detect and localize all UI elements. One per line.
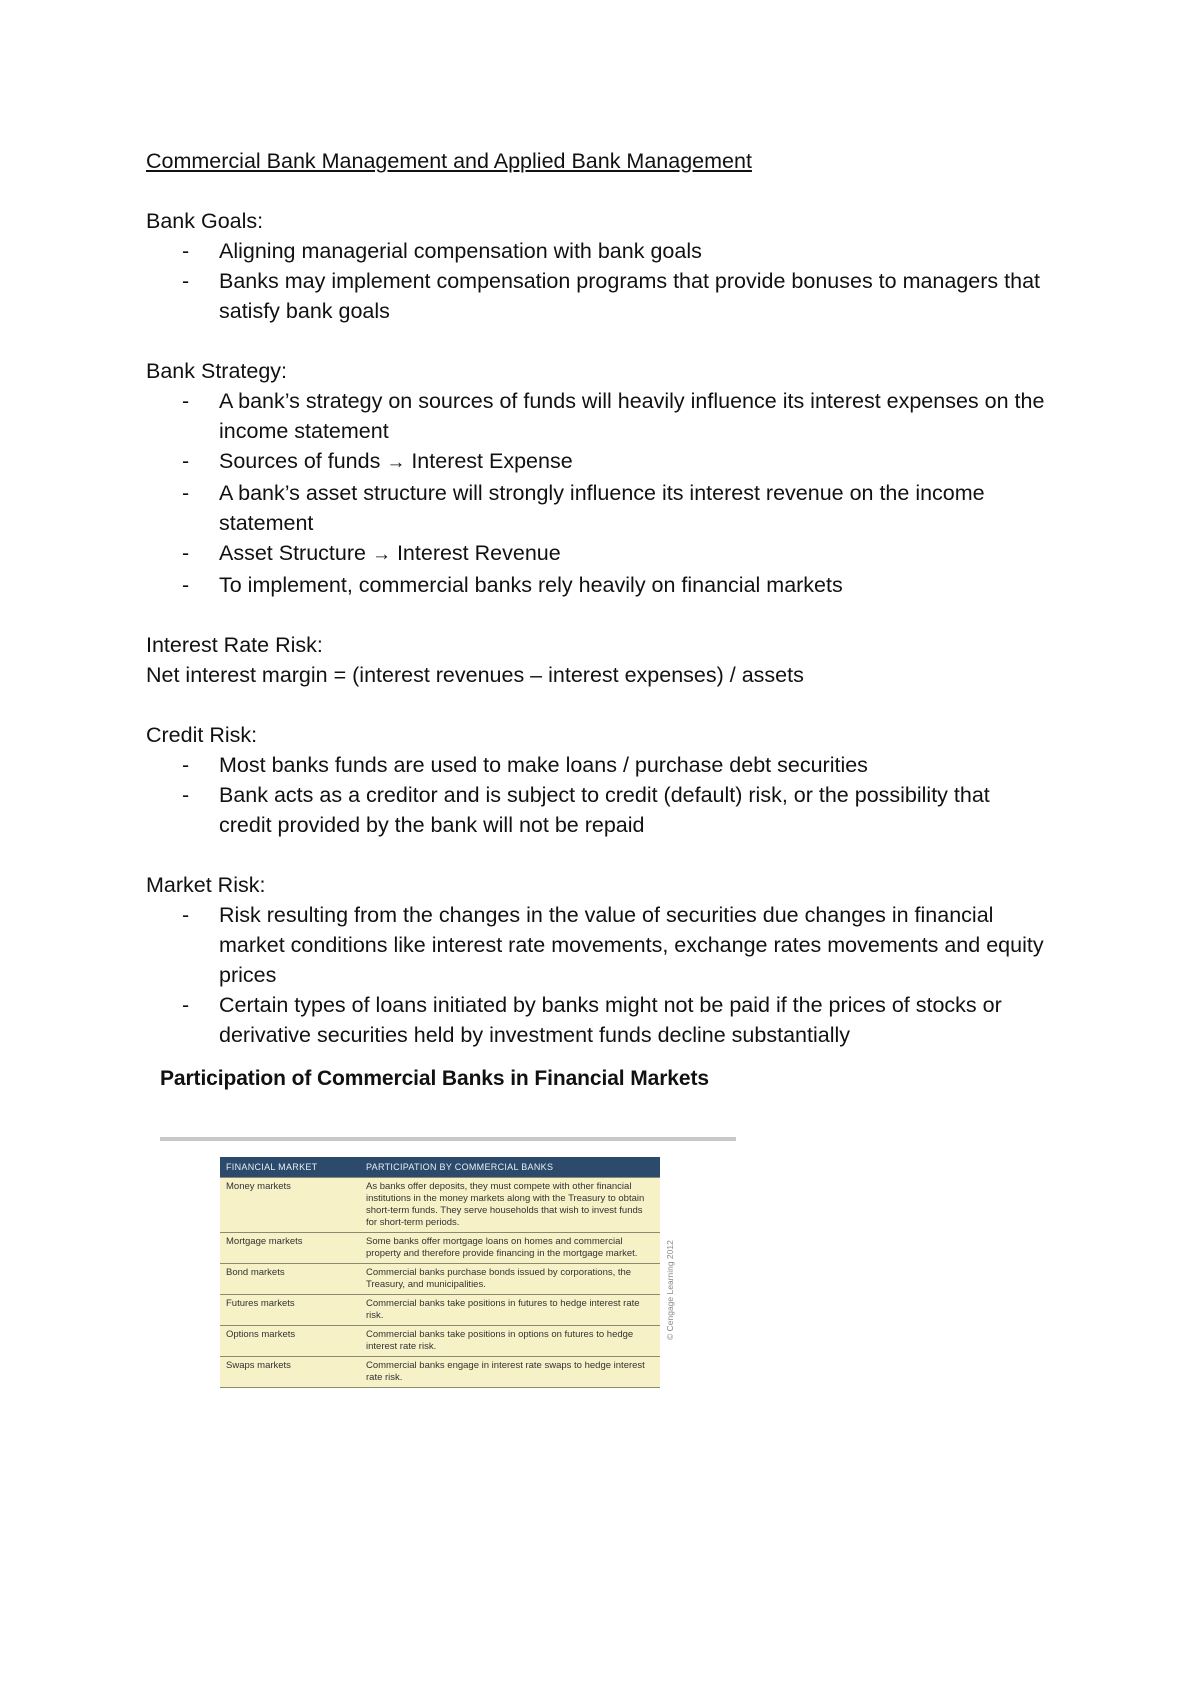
section-heading: Market Risk: [146, 873, 266, 897]
copyright-note [665, 1220, 693, 1340]
table-row [220, 1326, 660, 1357]
dash-bullet: - [182, 573, 190, 597]
list-item-text: A bank’s strategy on sources of funds will heavily influence its interest expenses on the income statement [219, 389, 1045, 443]
dash-bullet: - [182, 993, 190, 1017]
section-bank-strategy [146, 356, 1046, 600]
copyright-text: © Cengage Learning 2012 [665, 1240, 675, 1340]
list-item-text: Asset Structure [219, 541, 366, 565]
figure-title: Participation of Commercial Banks in Financial Markets [160, 1067, 709, 1090]
list-item-text: Interest Expense [411, 449, 573, 473]
list-item-text: Certain types of loans initiated by banks might not be paid if the prices of stocks or derivative securities held by investment funds decline substantially [219, 993, 1002, 1047]
table-row [220, 1233, 660, 1264]
list-item-text: Risk resulting from the changes in the value of securities due changes in financial market conditions like interest rate movements, exchange rates movements and equity prices [219, 903, 1044, 987]
table-cell: Swaps markets [220, 1357, 360, 1388]
table-cell: Money markets [220, 1178, 360, 1233]
table-row [220, 1295, 660, 1326]
figure-participation [160, 1065, 740, 1383]
table-row [220, 1264, 660, 1295]
table-cell: Mortgage markets [220, 1233, 360, 1264]
table-cell: As banks offer deposits, they must compete with other financial institutions in the money markets along with the Treasury to obtain short-term funds. They serve households that wish to invest funds for short-term periods. [360, 1178, 660, 1233]
list-item [146, 266, 1046, 326]
list-item-text: Banks may implement compensation programs that provide bonuses to managers that satisfy bank goals [219, 269, 1041, 323]
document-body [146, 146, 1046, 1050]
bullet-list [146, 386, 1046, 600]
formula-text: Net interest margin = (interest revenues – interest expenses) / assets [146, 663, 804, 687]
bullet-list [146, 236, 1046, 326]
list-item [146, 990, 1046, 1050]
document-title: Commercial Bank Management and Applied Bank Management [146, 149, 752, 173]
arrow-right-icon: → [386, 452, 406, 473]
table-cell: Commercial banks take positions in options on futures to hedge interest rate risk. [360, 1326, 660, 1357]
dash-bullet: - [182, 239, 190, 263]
table-cell: Commercial banks engage in interest rate swaps to hedge interest rate risk. [360, 1357, 660, 1388]
dash-bullet: - [182, 903, 190, 927]
list-item [146, 538, 1046, 570]
list-item-text: Bank acts as a creditor and is subject to credit (default) risk, or the possibility that credit provided by the bank will not be repaid [219, 783, 990, 837]
section-heading: Interest Rate Risk: [146, 633, 323, 657]
bullet-list [146, 750, 1046, 840]
list-item [146, 478, 1046, 538]
dash-bullet: - [182, 389, 190, 413]
dash-bullet: - [182, 541, 190, 565]
list-item [146, 236, 1046, 266]
list-item-text: Sources of funds [219, 449, 381, 473]
list-item [146, 750, 1046, 780]
section-heading: Bank Goals: [146, 209, 264, 233]
list-item-text: To implement, commercial banks rely heavily on financial markets [219, 573, 843, 597]
list-item [146, 570, 1046, 600]
dash-bullet: - [182, 481, 190, 505]
table-cell: Some banks offer mortgage loans on homes and commercial property and therefore provide financing in the mortgage market. [360, 1233, 660, 1264]
table-row [220, 1178, 660, 1233]
section-market-risk [146, 870, 1046, 1050]
list-item [146, 446, 1046, 478]
list-item [146, 780, 1046, 840]
figure-table-image [220, 1157, 660, 1388]
dash-bullet: - [182, 269, 190, 293]
arrow-right-icon: → [371, 544, 391, 565]
section-bank-goals [146, 206, 1046, 326]
section-interest-rate-risk [146, 630, 1046, 690]
dash-bullet: - [182, 449, 190, 473]
bullet-list [146, 900, 1046, 1050]
divider [160, 1137, 736, 1141]
section-heading: Bank Strategy: [146, 359, 288, 383]
dash-bullet: - [182, 783, 190, 807]
table-cell: Bond markets [220, 1264, 360, 1295]
markets-table [220, 1157, 660, 1388]
column-header: FINANCIAL MARKET [220, 1157, 360, 1178]
table-row [220, 1357, 660, 1388]
table-cell: Commercial banks take positions in futures to hedge interest rate risk. [360, 1295, 660, 1326]
section-heading: Credit Risk: [146, 723, 258, 747]
list-item [146, 386, 1046, 446]
list-item-text: Aligning managerial compensation with bank goals [219, 239, 702, 263]
section-credit-risk [146, 720, 1046, 840]
list-item-text: Most banks funds are used to make loans / purchase debt securities [219, 753, 868, 777]
table-cell: Futures markets [220, 1295, 360, 1326]
column-header: PARTICIPATION BY COMMERCIAL BANKS [360, 1157, 660, 1178]
table-header-row [220, 1157, 660, 1178]
list-item-text: Interest Revenue [396, 541, 561, 565]
list-item [146, 900, 1046, 990]
dash-bullet: - [182, 753, 190, 777]
table-cell: Options markets [220, 1326, 360, 1357]
list-item-text: A bank’s asset structure will strongly influence its interest revenue on the income statement [219, 481, 985, 535]
table-cell: Commercial banks purchase bonds issued by corporations, the Treasury, and municipalities. [360, 1264, 660, 1295]
